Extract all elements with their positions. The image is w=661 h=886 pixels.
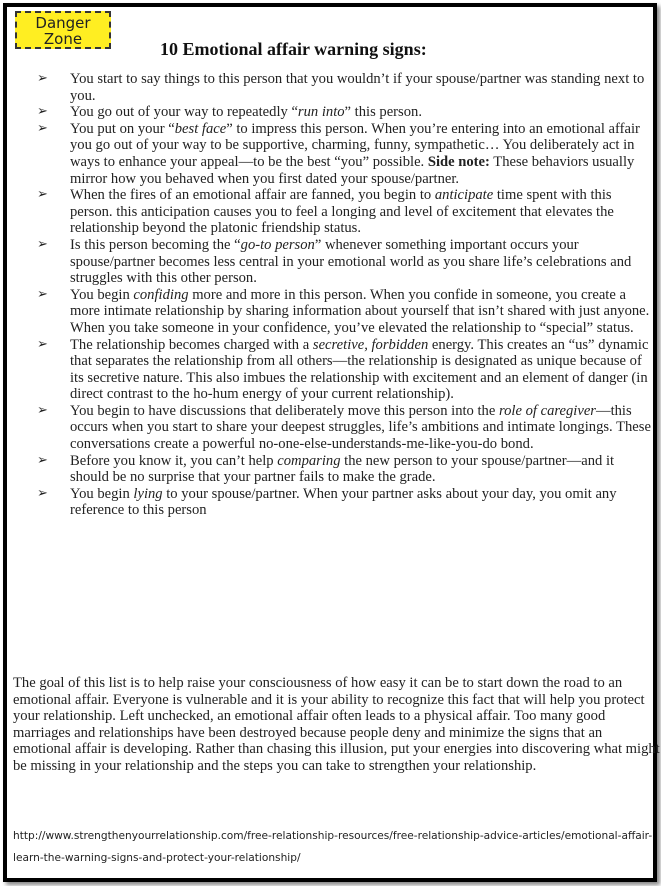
emphasis-text: secretive, forbidden bbox=[312, 336, 429, 353]
emphasis-text: confiding bbox=[133, 286, 189, 303]
emphasis-text: role of caregiver bbox=[498, 402, 596, 419]
badge-line-2: Zone bbox=[43, 30, 83, 48]
emphasis-text: run into bbox=[297, 104, 345, 121]
arrow-bullet-icon: ➢ bbox=[37, 120, 48, 136]
item-text: energy. This creates an “us” dynamic that separates the relationship from all others—the relationship is designated as unique because of its secretive nature. This also imbues the relationship with excitement and an element of danger (in direct contrast to the ho-hum energy of your current relationship). bbox=[70, 336, 649, 403]
arrow-bullet-icon: ➢ bbox=[37, 485, 48, 501]
item-text: You begin bbox=[70, 286, 134, 303]
source-url: http://www.strengthenyourrelationship.com/free-relationship-resources/free-relationship-advice-articles/emotional-affair-learn-the-warning-signs-and-protect-your-relationship/ bbox=[13, 830, 653, 864]
arrow-bullet-icon: ➢ bbox=[37, 336, 48, 352]
item-text: These behaviors usually mirror how you behaved when you first dated your spouse/partner. bbox=[70, 153, 635, 187]
emphasis-text: comparing bbox=[277, 452, 341, 469]
item-text: When the fires of an emotional affair are fanned, you begin to bbox=[70, 187, 435, 204]
arrow-bullet-icon: ➢ bbox=[37, 286, 48, 302]
arrow-bullet-icon: ➢ bbox=[37, 236, 48, 252]
emphasis-text: best face bbox=[174, 120, 227, 137]
item-text: ” to impress this person. When you’re entering into an emotional affair you go out of your way to be supportive, charming, funny, sympathetic… You deliberately act in ways to enhance your appeal—to be the best “you” possible. bbox=[70, 120, 640, 170]
item-text: You begin bbox=[70, 485, 134, 502]
item-text: ” whenever something important occurs your spouse/partner becomes less central in your emotional world as you share life’s celebrations and struggles with this other person. bbox=[70, 236, 632, 287]
item-text: Before you know it, you can’t help bbox=[70, 452, 278, 469]
item-text: time spent with this person. this anticipation causes you to feel a longing and level of excitement that elevates the relationship beyond the platonic friendship status. bbox=[70, 187, 614, 237]
item-text: —this occurs when you start to share your deepest struggles, life’s ambitions and intimate longings. These conversations create a powerful no-one-else-understands-me-like-you-do bond. bbox=[70, 402, 651, 453]
document-frame bbox=[3, 3, 660, 882]
list-item bbox=[37, 403, 655, 453]
item-text: You go out of your way to repeatedly “ bbox=[70, 104, 298, 121]
arrow-bullet-icon: ➢ bbox=[37, 452, 48, 468]
badge-line-1: Danger bbox=[35, 14, 91, 32]
list-item bbox=[37, 287, 655, 337]
item-text: to your spouse/partner. When your partner asks about your day, you omit any reference to this person bbox=[70, 485, 617, 519]
item-text: more and more in this person. When you confide in someone, you create a more intimate relationship by sharing information about yourself that isn’t shared with just anyone. When you take someone in your confidence, you’ve elevated the relationship to “special” status. bbox=[70, 286, 650, 336]
document-title: 10 Emotional affair warning signs: bbox=[160, 39, 427, 59]
list-item bbox=[37, 121, 655, 187]
list-item bbox=[37, 187, 655, 237]
conclusion-paragraph: The goal of this list is to help raise your consciousness of how easy it can be to start down the road to an emotional affair. Everyone is vulnerable and it is your ability to recognize this fact that will help you protect your relationship. Left unchecked, an emotional affair often leads to a physical affair. Too many good marriages and relationships have been destroyed because people deny and minimize the signs that an emotional affair is developing. Rather than chasing this illusion, put your energies into discovering what might be missing in your relationship and the steps you can take to strengthen your relationship. bbox=[13, 675, 660, 774]
list-item bbox=[37, 104, 655, 121]
arrow-bullet-icon: ➢ bbox=[37, 71, 48, 86]
item-text: The relationship becomes charged with a bbox=[70, 336, 313, 353]
arrow-bullet-icon: ➢ bbox=[37, 104, 48, 120]
emphasis-text: anticipate bbox=[434, 187, 494, 204]
bold-text: Side note: bbox=[427, 153, 490, 170]
warning-signs-list bbox=[37, 71, 655, 519]
item-text: You put on your “ bbox=[70, 120, 175, 137]
list-item bbox=[37, 337, 655, 403]
emphasis-text: lying bbox=[133, 485, 163, 502]
danger-zone-badge bbox=[15, 11, 111, 49]
arrow-bullet-icon: ➢ bbox=[37, 402, 48, 418]
item-text: ” this person. bbox=[344, 104, 422, 121]
list-item bbox=[37, 453, 655, 486]
arrow-bullet-icon: ➢ bbox=[37, 187, 48, 203]
item-text: You begin to have discussions that deliberately move this person into the bbox=[70, 402, 499, 419]
list-item bbox=[37, 71, 655, 104]
list-item bbox=[37, 237, 655, 287]
item-text: the new person to your spouse/partner—and it should be no surprise that your partner fails to make the grade. bbox=[70, 452, 615, 486]
item-text: You start to say things to this person that you wouldn’t if your spouse/partner was standing next to you. bbox=[70, 71, 645, 104]
list-item bbox=[37, 486, 655, 519]
emphasis-text: go-to person bbox=[240, 236, 315, 253]
item-text: Is this person becoming the “ bbox=[70, 236, 241, 253]
